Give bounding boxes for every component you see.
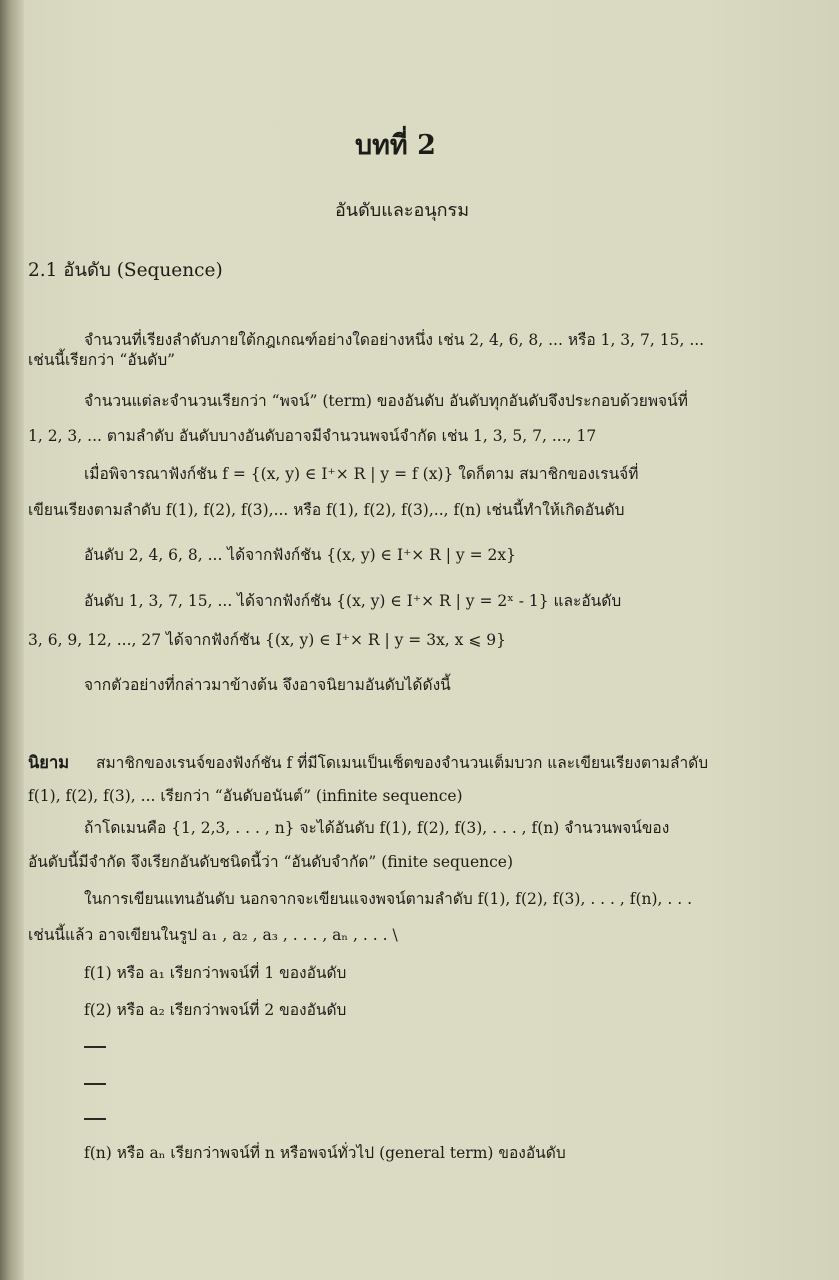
paragraph-line: อันดับ 2, 4, 6, 8, ... ได้จากฟังก์ชัน {(x, y) ∈ I⁺× R | y = 2x}	[84, 546, 516, 564]
paragraph-line: เขียนเรียงตามลำดับ f(1), f(2), f(3),... หรือ f(1), f(2), f(3),.., f(n) เช่นนี้ทำให้เกิดอันดับ	[28, 501, 625, 519]
section-heading: 2.1 อันดับ (Sequence)	[28, 260, 223, 281]
paragraph-line: เช่นนี้เรียกว่า “อันดับ”	[28, 351, 176, 369]
paragraph-line: จำนวนที่เรียงลำดับภายใต้กฎเกณฑ์อย่างใดอย่างหนึ่ง เช่น 2, 4, 6, 8, ... หรือ 1, 3, 7, 15, ...	[84, 331, 705, 349]
definition-line: อันดับนี้มีจำกัด จึงเรียกอันดับชนิดนี้ว่า “อันดับจำกัด” (finite sequence)	[28, 853, 514, 871]
definition-label: นิยาม	[28, 753, 70, 772]
paragraph-line: อันดับ 1, 3, 7, 15, ... ได้จากฟังก์ชัน {(x, y) ∈ I⁺× R | y = 2ˣ - 1} และอันดับ	[84, 592, 622, 610]
chapter-title: บทที่ 2	[355, 130, 436, 161]
definition-line: ถ้าโดเมนคือ {1, 2,3, . . . , n} จะได้อันดับ f(1), f(2), f(3), . . . , f(n) จำนวนพจน์ของ	[84, 819, 670, 837]
paragraph-line: จากตัวอย่างที่กล่าวมาข้างต้น จึงอาจนิยามอันดับได้ดังนี้	[84, 676, 451, 694]
definition-line: สมาชิกของเรนจ์ของฟังก์ชัน f ที่มีโดเมนเป็นเซ็ตของจำนวนเต็มบวก และเขียนเรียงตามลำดับ	[96, 754, 709, 772]
chapter-subtitle: อันดับและอนุกรม	[335, 200, 470, 221]
book-spine	[0, 0, 24, 1280]
term-line: f(n) หรือ aₙ เรียกว่าพจน์ที่ n หรือพจน์ทั่วไป (general term) ของอันดับ	[84, 1144, 566, 1162]
definition-line: เช่นนี้แล้ว อาจเขียนในรูป a₁ , a₂ , a₃ , . . . , aₙ , . . . \	[28, 926, 398, 944]
paragraph-line: 1, 2, 3, ... ตามลำดับ อันดับบางอันดับอาจมีจำนวนพจน์จำกัด เช่น 1, 3, 5, 7, ..., 17	[28, 427, 597, 445]
ellipsis-dash	[84, 1083, 106, 1085]
ellipsis-dash	[84, 1046, 106, 1048]
paragraph-line: เมื่อพิจารณาฟังก์ชัน f = {(x, y) ∈ I⁺× R | y = f (x)} ใดก็ตาม สมาชิกของเรนจ์ที่	[84, 465, 639, 483]
paragraph-line: 3, 6, 9, 12, ..., 27 ได้จากฟังก์ชัน {(x, y) ∈ I⁺× R | y = 3x, x ⩽ 9}	[28, 631, 506, 649]
paragraph-line: จำนวนแต่ละจำนวนเรียกว่า “พจน์” (term) ของอันดับ อันดับทุกอันดับจึงประกอบด้วยพจน์ที่	[84, 392, 688, 410]
definition-line: f(1), f(2), f(3), ... เรียกว่า “อันดับอนันต์” (infinite sequence)	[28, 787, 463, 805]
ellipsis-dash	[84, 1118, 106, 1120]
term-line: f(1) หรือ a₁ เรียกว่าพจน์ที่ 1 ของอันดับ	[84, 964, 347, 982]
definition-line: ในการเขียนแทนอันดับ นอกจากจะเขียนแจงพจน์ตามลำดับ f(1), f(2), f(3), . . . , f(n), . . .	[84, 890, 693, 908]
term-line: f(2) หรือ a₂ เรียกว่าพจน์ที่ 2 ของอันดับ	[84, 1001, 347, 1019]
